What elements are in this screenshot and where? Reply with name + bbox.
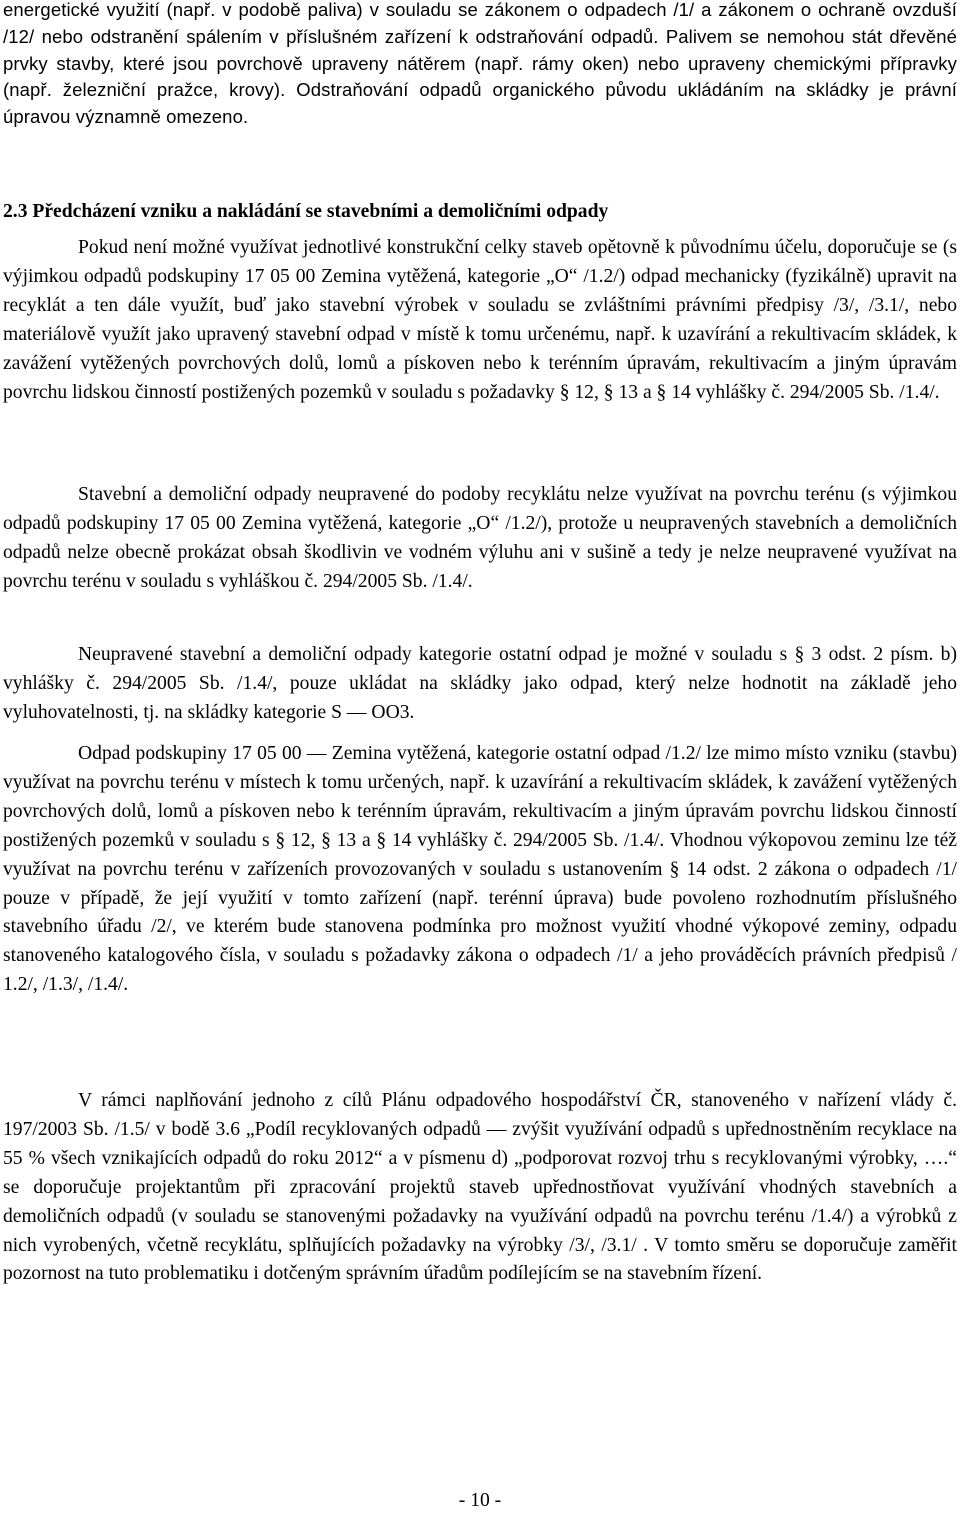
paragraph-reuse-recyclate: Pokud není možné využívat jednotlivé konstrukční celky staveb opětovně k původnímu účelu, doporučuje se (s výjimkou odpadů podskupiny 17 05 00 Zemina vytěžená, kategorie „O“ /1.2/) odpad mechanicky (fyzikálně) upravit na recyklát a ten dále využít, buď jako stavební výrobek v souladu se zvláštními právními předpisy /3/, /3.1/, nebo materiálově využít jako upravený stavební odpad v místě k tomu určenému, např. k uzavírání a rekultivacím skládek, k zavážení vytěžených povrchových dolů, lomů a pískoven nebo k terénním úpravám, rekultivacím a jiným úpravám povrchu lidskou činností postižených pozemků v souladu s požadavky § 12, § 13 a § 14 vyhlášky č. 294/2005 Sb. /1.4/. xyxy=(3,237,957,403)
section-heading: 2.3 Předcházení vzniku a nakládání se stavebními a demoličními odpady xyxy=(3,201,609,222)
intro-paragraph: energetické využití (např. v podobě paliva) v souladu se zákonem o odpadech /1/ a zákonem o ochraně ovzduší /12/ nebo odstranění spálením v příslušném zařízení k odstraňování odpadů. Palivem se nemohou stát dřevěné prvky stavby, které jsou povrchově upraveny nátěrem (např. rámy oken) nebo upraveny chemickými přípravky (např. železniční pražce, krovy). Odstraňování odpadů organického původu ukládáním na skládky je právní úpravou významně omezeno. xyxy=(3,0,957,128)
paragraph-excavated-soil: Odpad podskupiny 17 05 00 — Zemina vytěžená, kategorie ostatní odpad /1.2/ lze mimo místo vzniku (stavbu) využívat na povrchu terénu v místech k tomu určených, např. k uzavírání a rekultivacím skládek, k zavážení vytěžených povrchových dolů, lomů a pískoven nebo k terénním úpravám, rekultivacím a jiným úpravám povrchu lidskou činností postižených pozemků v souladu s § 12, § 13 a § 14 vyhlášky č. 294/2005 Sb. /1.4/. Vhodnou výkopovou zeminu lze též využívat na povrchu terénu v zařízeních provozovaných v souladu s ustanovením § 14 odst. 2 zákona o odpadech /1/ pouze v případě, že její využití v tomto zařízení (např. terénní úprava) bude povoleno rozhodnutím příslušného stavebního úřadu /2/, ve kterém bude stanovena podmínka pro možnost využití vhodné výkopové zeminy, odpadu stanoveného katalogového čísla, v souladu s požadavky zákona o odpadech /1/ a jeho prováděcích právních předpisů / 1.2/, /1.3/, /1.4/. xyxy=(3,743,957,996)
paragraph-untreated-waste: Stavební a demoliční odpady neupravené do podoby recyklátu nelze využívat na povrchu terénu (s výjimkou odpadů podskupiny 17 05 00 Zemina vytěžená, kategorie „O“ /1.2/), protože u neupravených stavebních a demoličních odpadů nelze obecně prokázat obsah škodlivin ve vodném výluhu ani v sušině a tedy je nelze neupravené využívat na povrchu terénu v souladu s vyhláškou č. 294/2005 Sb. /1.4/. xyxy=(3,484,957,592)
paragraph-waste-plan: V rámci naplňování jednoho z cílů Plánu odpadového hospodářství ČR, stanoveného v nařízení vlády č. 197/2003 Sb. /1.5/ v bodě 3.6 „Podíl recyklovaných odpadů — zvýšit využívání odpadů s upřednostněním recyklace na 55 % všech vznikajících odpadů do roku 2012“ a v písmenu d) „podporovat rozvoj trhu s recyklovanými výrobky, ….“ se doporučuje projektantům při zpracování projektů staveb upřednostňovat využívání vhodných stavebních a demoličních odpadů (v souladu se stanovenými požadavky na využívání odpadů na povrchu terénu /1.4/) a výrobků z nich vyrobených, včetně recyklátu, splňujících požadavky na výrobky /3/, /3.1/ . V tomto směru se doporučuje zaměřit pozornost na tuto problematiku i dotčeným správním úřadům podílejícím se na stavebním řízení. xyxy=(3,1090,957,1285)
page-number: - 10 - xyxy=(458,1490,502,1511)
paragraph-landfill: Neupravené stavební a demoliční odpady kategorie ostatní odpad je možné v souladu s § 3 odst. 2 písm. b) vyhlášky č. 294/2005 Sb. /1.4/, pouze ukládat na skládky jako odpad, který nelze hodnotit na základě jeho vyluhovatelnosti, tj. na skládky kategorie S — OO3. xyxy=(3,644,957,723)
